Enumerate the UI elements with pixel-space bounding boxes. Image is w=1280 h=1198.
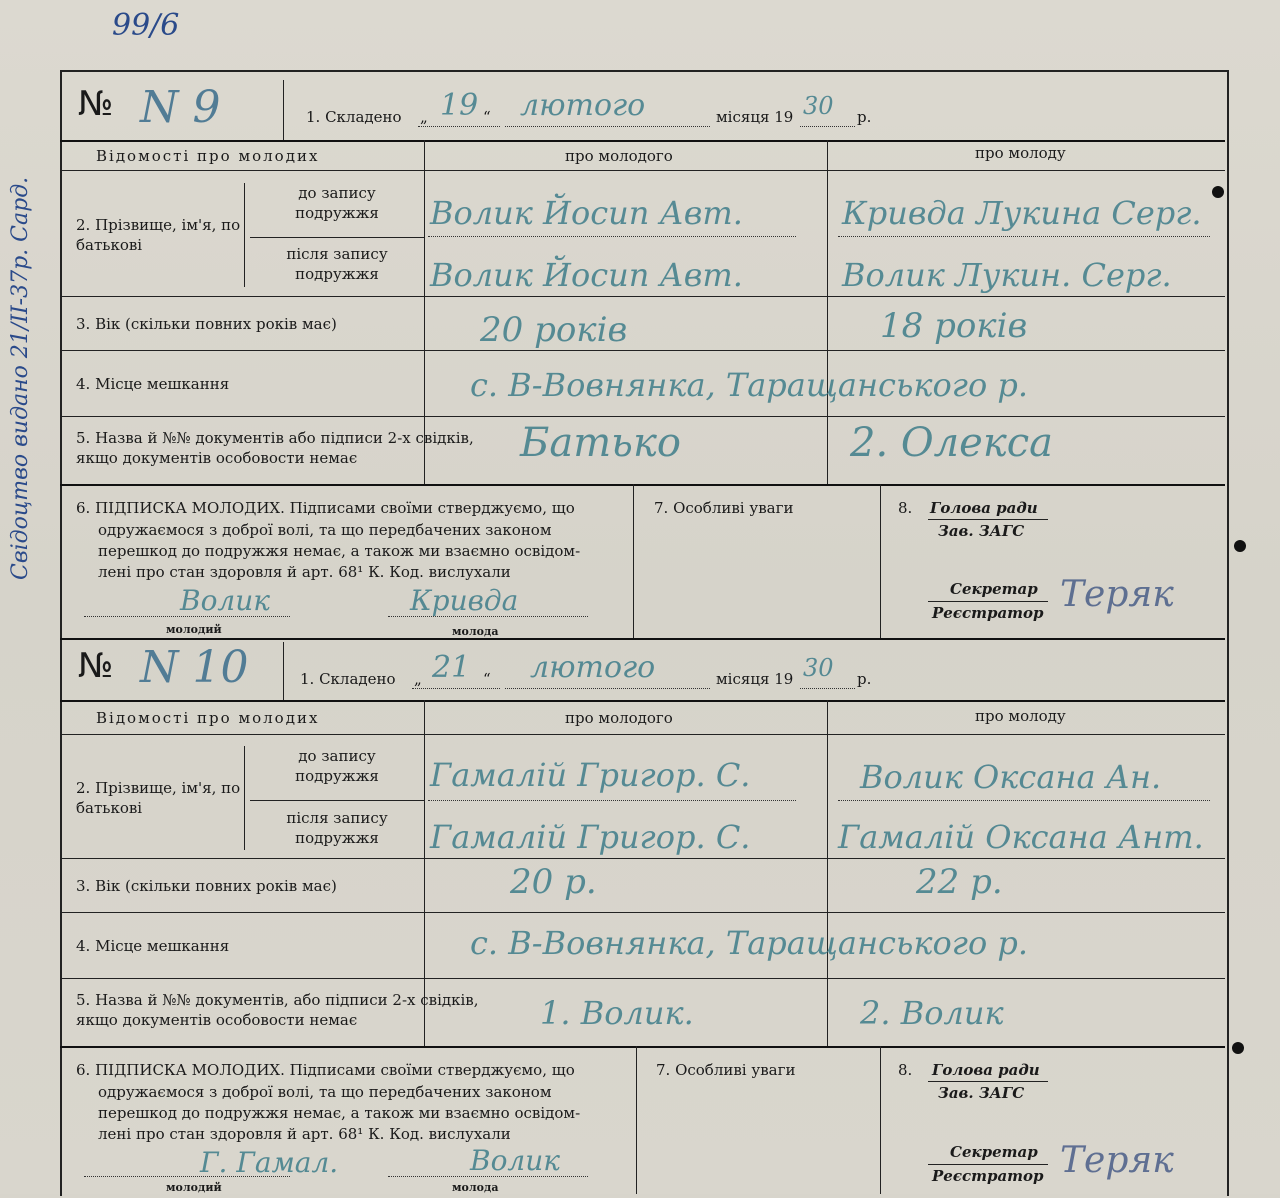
- before-marriage-label: до запису подружжя: [295, 184, 379, 222]
- witness-1: Батько: [520, 420, 681, 466]
- groom-name-after: Волик Йосип Авт.: [430, 256, 743, 294]
- witness-2: 2. Олекса: [850, 420, 1053, 466]
- groom-signature: Волик: [180, 584, 271, 617]
- witness-1: 1. Волик.: [540, 994, 694, 1032]
- bride-name-after: Волик Лукин. Серг.: [842, 256, 1172, 294]
- registrar-signature: Теряк: [1060, 574, 1174, 615]
- residence: с. В-Вовнянка, Таращанського р.: [470, 366, 1029, 404]
- groom-name-after: Гамалій Григор. С.: [430, 818, 751, 856]
- bride-name-before: Волик Оксана Ан.: [860, 758, 1162, 796]
- number-sign: №: [78, 84, 114, 124]
- record-number: N 9: [140, 82, 221, 133]
- compiled-year: 30: [803, 654, 834, 682]
- compiled-label: 1. Складено: [306, 108, 402, 126]
- compiled-month: лютого: [530, 650, 656, 685]
- row6-line3: перешкод до подружжя немає, а також ми взаємно освідом-: [98, 1104, 581, 1122]
- groom-signature: Г. Гамал.: [200, 1146, 339, 1179]
- residence: с. В-Вовнянка, Таращанського р.: [470, 924, 1029, 962]
- after-marriage-label: після запису подружжя: [286, 809, 388, 847]
- row4-label: 4. Місце мешкання: [76, 375, 230, 393]
- row5-label: 5. Назва й №№ документів або підписи 2-х свідків, якщо документів особовости немає: [76, 429, 474, 467]
- row6-title: 6. ПІДПИСКА МОЛОДИХ. Підписами своїми стверджуємо, що: [76, 499, 575, 517]
- row2-label: 2. Прізвище, ім'я, по батькові: [76, 216, 241, 254]
- row6-title: 6. ПІДПИСКА МОЛОДИХ. Підписами своїми стверджуємо, що: [76, 1061, 575, 1079]
- row7-label: 7. Особливі уваги: [654, 499, 794, 517]
- row6-line4: лені про стан здоровля й арт. 68¹ К. Код. вислухали: [98, 563, 511, 581]
- head-label: Голова ради: [930, 499, 1038, 517]
- groom-name-before: Волик Йосип Авт.: [430, 194, 743, 232]
- registrar-signature: Теряк: [1060, 1140, 1174, 1181]
- row3-label: 3. Вік (скільки повних років має): [76, 315, 337, 333]
- month-label: місяця 19: [716, 108, 794, 126]
- compiled-label: 1. Складено: [300, 670, 396, 688]
- groom-caption: молодий: [166, 1181, 222, 1194]
- punch-hole: [1232, 1042, 1244, 1054]
- zags-label: Зав. ЗАГС: [938, 1084, 1025, 1102]
- groom-age: 20 років: [480, 310, 628, 350]
- info-header: Відомості про молодих: [96, 147, 320, 165]
- secretary-label: Секретар: [950, 1143, 1038, 1161]
- witness-2: 2. Волик: [860, 994, 1004, 1032]
- year-suffix: р.: [857, 108, 872, 126]
- row6-line4: лені про стан здоровля й арт. 68¹ К. Код. вислухали: [98, 1125, 511, 1143]
- bride-age: 22 р.: [916, 862, 1003, 902]
- groom-header: про молодого: [565, 709, 673, 727]
- bride-age: 18 років: [880, 306, 1028, 346]
- row7-label: 7. Особливі уваги: [656, 1061, 796, 1079]
- number-sign: №: [78, 646, 114, 686]
- bride-header: про молоду: [975, 144, 1066, 162]
- bride-signature: Волик: [470, 1144, 561, 1177]
- punch-hole: [1212, 186, 1224, 198]
- margin-handwritten-note: Свідоцтво видано 21/ІІ-37р. Сард.: [8, 176, 33, 580]
- corner-handwritten-number: 99/6: [112, 8, 180, 43]
- row4-label: 4. Місце мешкання: [76, 937, 230, 955]
- row3-label: 3. Вік (скільки повних років має): [76, 877, 337, 895]
- head-label: Голова ради: [932, 1061, 1040, 1079]
- bride-caption: молода: [452, 625, 499, 638]
- registrar-label: Реєстратор: [932, 1167, 1044, 1185]
- bride-caption: молода: [452, 1181, 499, 1194]
- before-marriage-label: до запису подружжя: [295, 747, 379, 785]
- compiled-month: лютого: [520, 88, 646, 123]
- row6-line3: перешкод до подружжя немає, а також ми взаємно освідом-: [98, 542, 581, 560]
- year-suffix: р.: [857, 670, 872, 688]
- registrar-label: Реєстратор: [932, 604, 1044, 622]
- row2-label: 2. Прізвище, ім'я, по батькові: [76, 779, 241, 817]
- row8-label: 8.: [898, 499, 913, 517]
- after-marriage-label: після запису подружжя: [286, 245, 388, 283]
- record-number: N 10: [140, 642, 249, 693]
- bride-name-before: Кривда Лукина Серг.: [842, 194, 1202, 232]
- groom-age: 20 р.: [510, 862, 597, 902]
- groom-header: про молодого: [565, 147, 673, 165]
- bride-signature: Кривда: [410, 584, 519, 617]
- zags-label: Зав. ЗАГС: [938, 522, 1025, 540]
- month-label: місяця 19: [716, 670, 794, 688]
- punch-hole: [1234, 540, 1246, 552]
- groom-name-before: Гамалій Григор. С.: [430, 756, 751, 794]
- secretary-label: Секретар: [950, 580, 1038, 598]
- info-header: Відомості про молодих: [96, 709, 320, 727]
- row6-line2: одружаємося з доброї волі, та що передбачених законом: [98, 1083, 552, 1101]
- row6-line2: одружаємося з доброї волі, та що передбачених законом: [98, 521, 552, 539]
- compiled-day: 19: [440, 88, 479, 123]
- row8-label: 8.: [898, 1061, 913, 1079]
- bride-header: про молоду: [975, 707, 1066, 725]
- groom-caption: молодий: [166, 623, 222, 636]
- compiled-day: 21: [432, 650, 471, 685]
- compiled-year: 30: [803, 92, 834, 120]
- row5-label: 5. Назва й №№ документів, або підписи 2-х свідків, якщо документів особовости немає: [76, 991, 479, 1029]
- bride-name-after: Гамалій Оксана Ант.: [838, 818, 1204, 856]
